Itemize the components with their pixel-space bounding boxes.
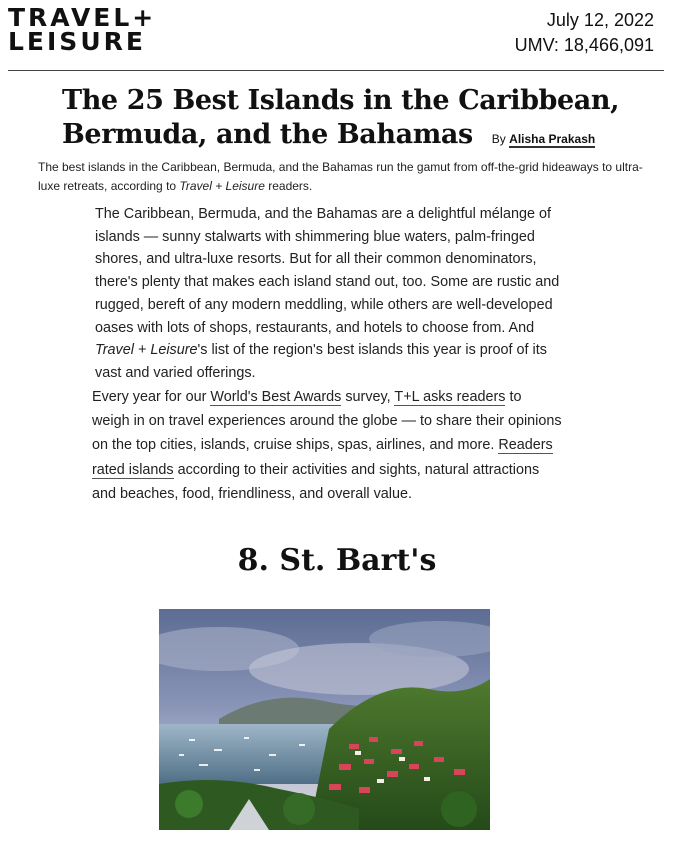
intro-text: The Caribbean, Bermuda, and the Bahamas are a delightful mélange of islands — sunny stalwarts with shimmering blue waters, palm-fringed shores, and ultra-luxe resorts. But for all their common denominators, there's plenty that makes each island stand out, too. Some are rustic and rugged, bereft of any modern meddling, while others are well-developed oases with lots of shops, restaurants, and hotels to choose from. And xyxy=(95,206,560,336)
byline-prefix: By xyxy=(491,132,506,146)
article-dek xyxy=(38,158,648,196)
publish-date: July 12, 2022 xyxy=(546,10,654,30)
section-title: 8. St. Bart's xyxy=(237,543,437,578)
st-barts-harbor-photo xyxy=(159,609,490,830)
site-logo[interactable] xyxy=(8,3,157,56)
dek-text: The best islands in the Caribbean, Bermuda, and the Bahamas run the gamut from off-the-grid hideaways to ultra-luxe retreats, according to xyxy=(38,160,643,193)
umv-count: UMV: 18,466,091 xyxy=(514,35,654,55)
byline xyxy=(492,132,595,146)
worlds-best-awards-link[interactable]: World's Best Awards xyxy=(210,389,342,405)
awards-text-2: survey, xyxy=(341,389,395,405)
author-link[interactable]: Alisha Prakash xyxy=(509,132,596,146)
intro-end: 's list of the region's best islands this year is proof of its vast and varied offerings. xyxy=(95,342,547,381)
tl-asks-readers-link[interactable]: T+L asks readers xyxy=(394,389,506,405)
awards-text-4: according to their activities and sights, natural attractions and beaches, food, friendliness, and overall value. xyxy=(92,461,540,502)
readers-rated-islands-link[interactable]: Readers rated islands xyxy=(92,437,553,478)
awards-text-1: Every year for our xyxy=(92,389,211,405)
dek-publication-name: Travel + Leisure xyxy=(179,179,265,193)
logo-line-leisure: LEISURE xyxy=(8,27,146,56)
intro-paragraph xyxy=(95,203,565,385)
intro-publication-name: Travel + Leisure xyxy=(95,342,198,359)
headline-line-2: Bermuda, and the Bahamas xyxy=(62,119,473,150)
logo-line-travel: TRAVEL+ xyxy=(8,3,157,32)
awards-paragraph xyxy=(92,385,562,506)
headline-line-1: The 25 Best Islands in the Caribbean, xyxy=(62,85,620,116)
header-divider xyxy=(8,70,664,71)
article-headline xyxy=(62,84,662,156)
dateline xyxy=(515,8,654,58)
awards-text-3: to weigh in on travel experiences around the globe — to share their opinions on the top cities, islands, cruise ships, spas, airlines, and more. xyxy=(92,389,562,454)
dek-end: readers. xyxy=(264,179,313,193)
